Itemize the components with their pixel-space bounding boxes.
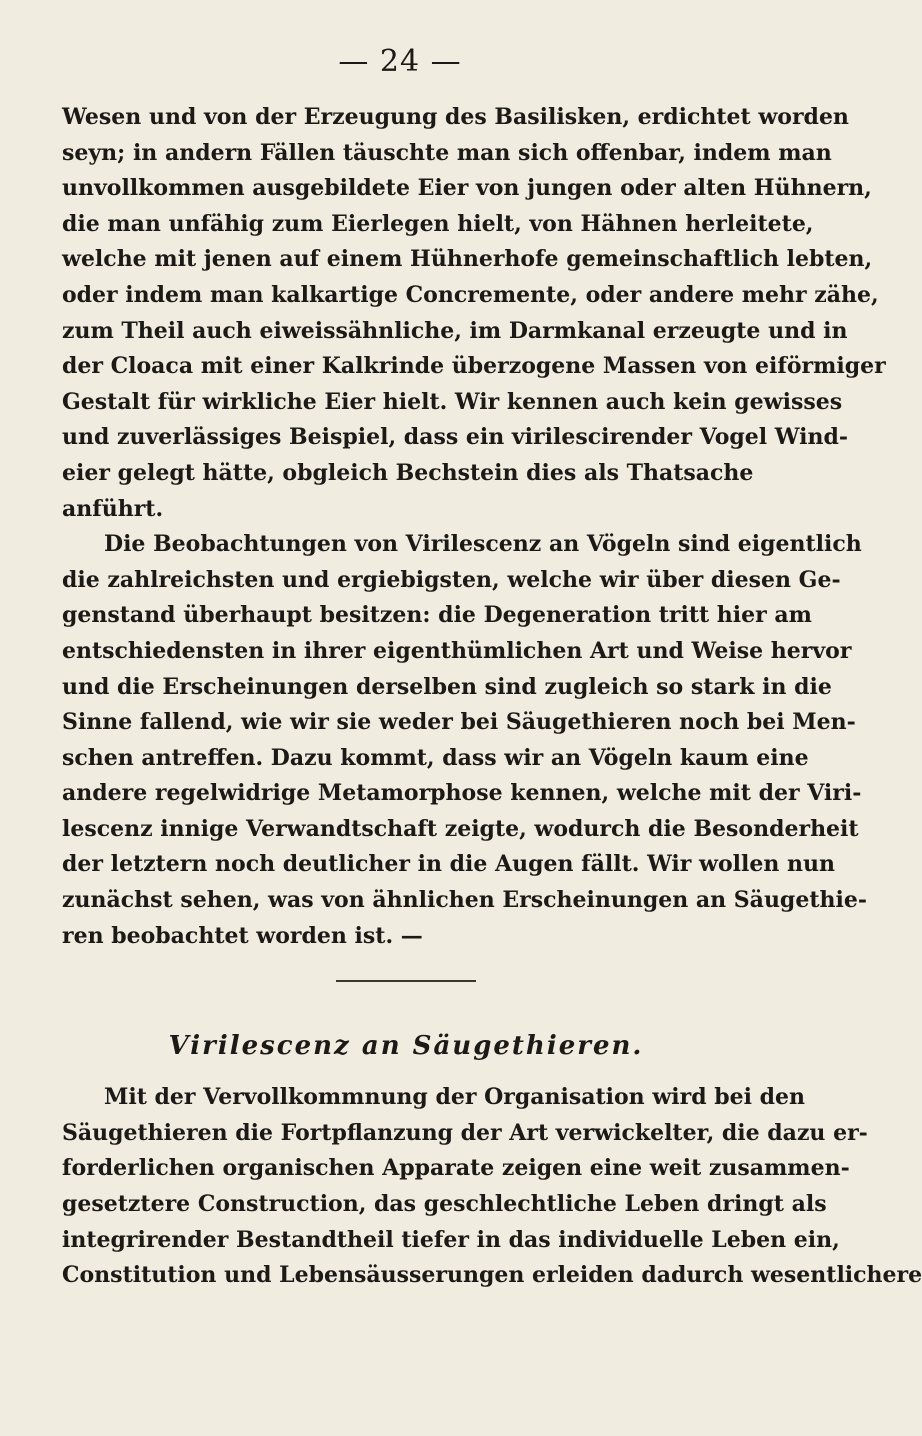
paragraph-3: [62, 1080, 922, 1294]
text-line: und die Erscheinungen derselben sind zugleich so stark in die: [62, 673, 832, 700]
text-line: genstand überhaupt besitzen: die Degeneration tritt hier am: [62, 602, 812, 629]
text-line: die man unfähig zum Eierlegen hielt, von Hähnen herleitete,: [62, 210, 814, 237]
text-line: zum Theil auch eiweissähnliche, im Darmkanal erzeugte und in: [62, 317, 848, 344]
text-line: Gestalt für wirkliche Eier hielt. Wir kennen auch kein gewisses: [62, 388, 843, 415]
text-line: oder indem man kalkartige Concremente, oder andere mehr zähe,: [62, 281, 879, 308]
paragraph-2: [62, 527, 867, 954]
body-text: [62, 100, 922, 1294]
text-line: entschiedensten in ihrer eigenthümlichen Art und Weise hervor: [62, 637, 852, 664]
text-line: Wesen und von der Erzeugung des Basilisken, erdichtet worden: [62, 104, 849, 130]
text-line: ren beobachtet worden ist. —: [62, 922, 423, 949]
text-line: andere regelwidrige Metamorphose kennen, welche mit der Viri-: [62, 780, 862, 807]
text-line: welche mit jenen auf einem Hühnerhofe gemeinschaftlich lebten,: [62, 246, 873, 273]
text-line: eier gelegt hätte, obgleich Bechstein dies als Thatsache: [62, 459, 754, 486]
text-line: forderlichen organischen Apparate zeigen eine weit zusammen-: [62, 1155, 850, 1182]
section-divider: [336, 980, 476, 982]
text-line: gesetztere Construction, das geschlechtliche Leben dringt als: [62, 1191, 827, 1218]
text-line: Mit der Vervollkommnung der Organisation wird bei den: [104, 1084, 806, 1111]
text-line: zunächst sehen, was von ähnlichen Erscheinungen an Säugethie-: [62, 887, 867, 914]
text-line: der letztern noch deutlicher in die Augen fällt. Wir wollen nun: [62, 851, 835, 878]
text-line: lescenz innige Verwandtschaft zeigte, wodurch die Besonderheit: [62, 815, 859, 842]
text-line: unvollkommen ausgebildete Eier von jungen oder alten Hühnern,: [62, 175, 872, 202]
page-number: — 24 —: [338, 44, 462, 79]
text-line: Sinne fallend, wie wir sie weder bei Säugethieren noch bei Men-: [62, 709, 856, 736]
section-heading: Virilescenz an Säugethieren.: [168, 1031, 644, 1062]
text-line: der Cloaca mit einer Kalkrinde überzogene Massen von eiförmiger: [62, 353, 886, 380]
text-line: integrirender Bestandtheil tiefer in das individuelle Leben ein,: [62, 1226, 840, 1253]
text-line: seyn; in andern Fällen täuschte man sich offenbar, indem man: [62, 139, 832, 166]
text-line: und zuverlässiges Beispiel, dass ein virilescirender Vogel Wind-: [62, 424, 848, 451]
text-line: die zahlreichsten und ergiebigsten, welche wir über diesen Ge-: [62, 566, 841, 593]
text-line: Säugethieren die Fortpflanzung der Art verwickelter, die dazu er-: [62, 1119, 868, 1146]
paragraph-1: [62, 100, 886, 527]
text-line: anführt.: [62, 495, 164, 522]
text-line: Die Beobachtungen von Virilescenz an Vögeln sind eigentlich: [104, 531, 862, 558]
text-line: Constitution und Lebensäusserungen erleiden dadurch wesentlichere: [62, 1262, 922, 1289]
text-line: schen antreffen. Dazu kommt, dass wir an Vögeln kaum eine: [62, 744, 809, 771]
